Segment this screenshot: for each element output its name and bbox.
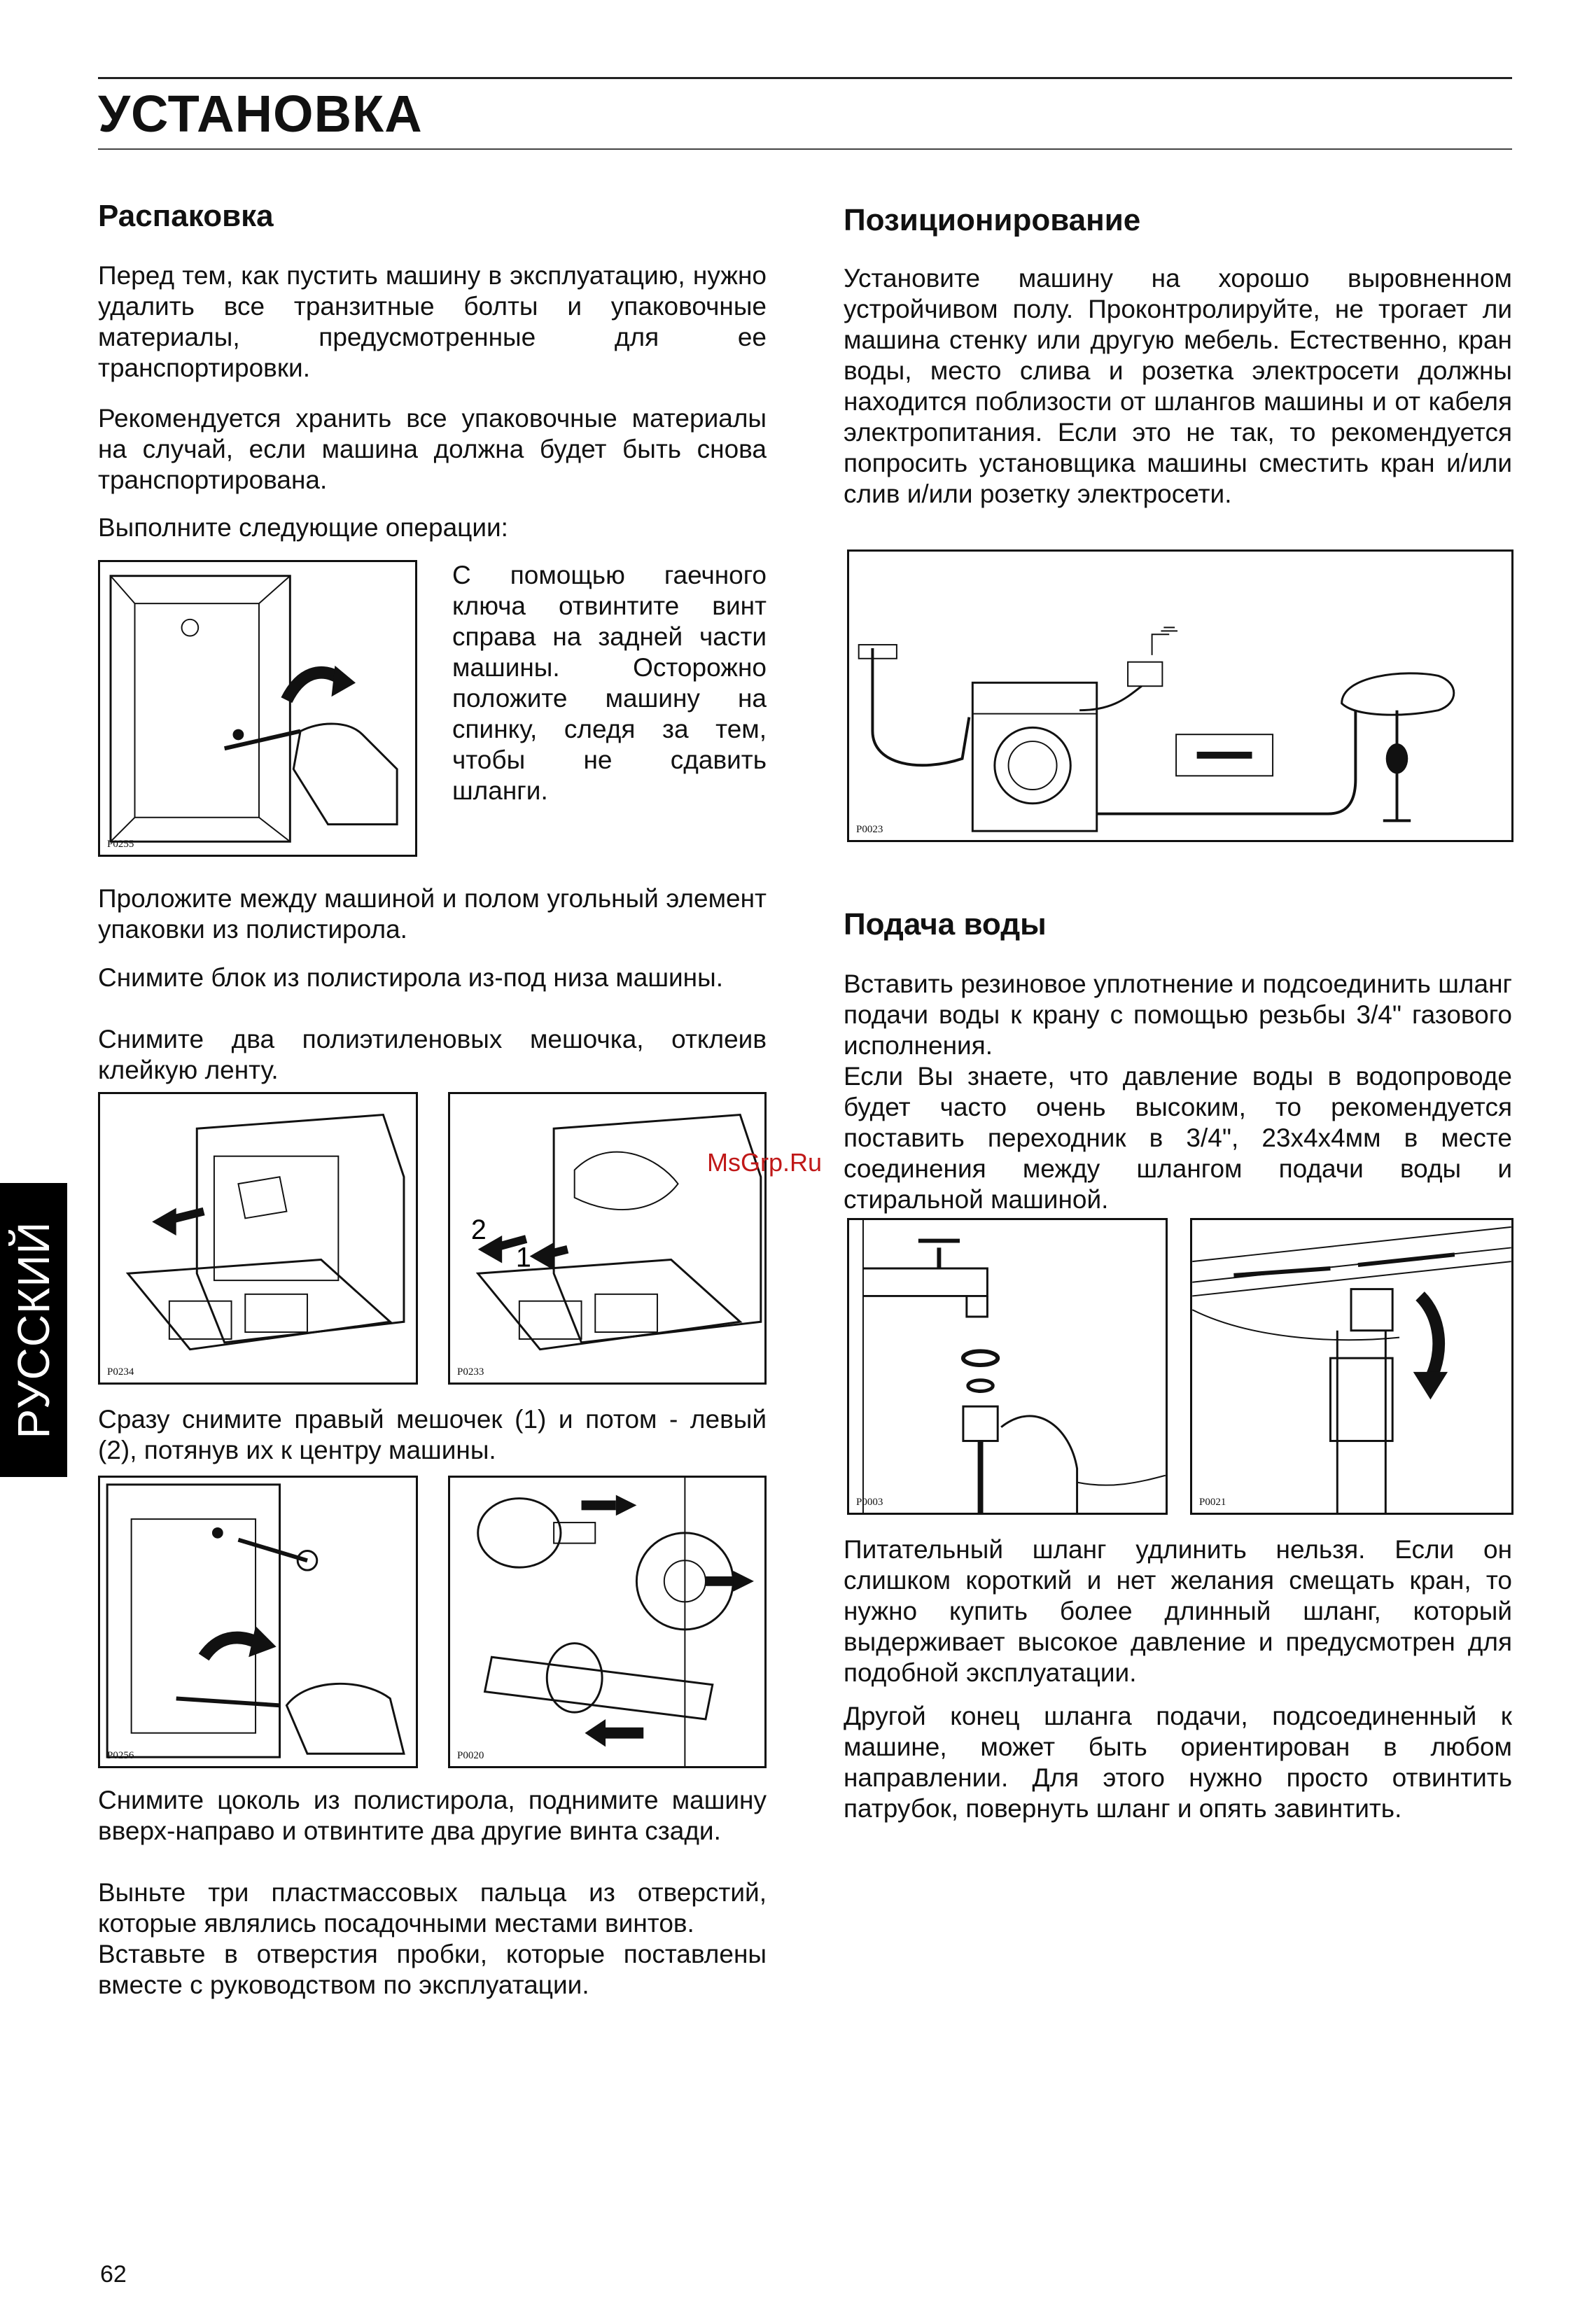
heading-water-supply: Подача воды <box>844 907 1047 941</box>
heading-positioning: Позиционирование <box>844 203 1141 237</box>
left-paragraph-7: Снимите два полиэтиленовых мешочка, отклеив клейкую ленту. <box>98 1025 767 1084</box>
left-paragraph-1: Перед тем, как пустить машину в эксплуатацию, нужно удалить все транзитные болты и упаковочные материалы, предусмотренные для ее транспортировки. <box>98 261 767 382</box>
right-paragraph-2: Вставить резиновое уплотнение и подсоединить шланг подачи воды к крану с помощью резьбы 3/4" газового исполнения. <box>844 969 1512 1060</box>
figure-p0003-tap-connection <box>847 1218 1168 1515</box>
figure-code: P0003 <box>856 1497 883 1508</box>
figure-code: P0023 <box>856 824 883 835</box>
left-paragraph-5: Проложите между машиной и полом угольный элемент упаковки из полистирола. <box>98 884 767 944</box>
figure-p0255-remove-screw <box>98 560 417 857</box>
illustration-tap-connection <box>849 1220 1166 1513</box>
figure-p0256-rear-screws <box>98 1476 418 1768</box>
figure-p0234-styrofoam-block <box>98 1092 418 1385</box>
language-side-tab-label: РУССКИЙ <box>8 1221 59 1439</box>
title-underline <box>98 148 1512 150</box>
figure-label-1: 1 <box>515 1242 531 1273</box>
heading-unpacking: Распаковка <box>98 199 274 233</box>
left-paragraph-10: Выньте три пластмассовых пальца из отверстий, которые являлись посадочными местами винтов. <box>98 1878 767 1938</box>
left-paragraph-3: Выполните следующие операции: <box>98 513 508 542</box>
page-title: УСТАНОВКА <box>98 85 423 143</box>
illustration-plugs <box>450 1478 764 1766</box>
left-paragraph-4: С помощью гаечного ключа отвинтите винт справа на задней части машины. Осторожно положите машину на спинку, следя за тем, чтобы не сдавить шланги. <box>452 561 767 805</box>
right-paragraph-1: Установите машину на хорошо выровненном устройчивом полу. Проконтролируйте, не трогает ли машина стенку или другую мебель. Естественно, кран воды, место слива и розетка электросети должны находится поблизости от шлангов машины и от кабеля электропитания. Если это не так, то рекомендуется попросить установщика машины сместить кран и/или слив и/или розетку электросети. <box>844 264 1512 508</box>
left-paragraph-2: Рекомендуется хранить все упаковочные материалы на случай, если машина должна будет быть снова транспортирована. <box>98 404 767 494</box>
page-number: 62 <box>100 2261 127 2288</box>
figure-code: P0234 <box>107 1366 134 1378</box>
left-paragraph-8: Сразу снимите правый мешочек (1) и потом - левый (2), потянув их к центру машины. <box>98 1405 767 1464</box>
illustration-installation-scheme <box>849 552 1511 840</box>
left-paragraph-6: Снимите блок из полистирола из-под низа машины. <box>98 963 723 992</box>
right-paragraph-4: Питательный шланг удлинить нельзя. Если он слишком короткий и нет желания смещать кран, то нужно купить более длинный шланг, который выдерживает высокое давление и предусмотрен для подобной эксплуатации. <box>844 1535 1512 1687</box>
watermark-text: MsGrp.Ru <box>707 1148 823 1177</box>
left-paragraph-9: Снимите цоколь из полистирола, поднимите машину вверх-направо и отвинтите два другие винта сзади. <box>98 1786 767 1845</box>
left-paragraph-11: Вставьте в отверстия пробки, которые поставлены вместе с руководством по эксплуатации. <box>98 1940 767 1999</box>
figure-p0021-hose-connection <box>1190 1218 1513 1515</box>
illustration-hose-connection <box>1192 1220 1511 1513</box>
figure-p0020-plugs <box>448 1476 767 1768</box>
illustration-machine-back-screw <box>100 562 415 855</box>
figure-code: P0256 <box>107 1750 134 1761</box>
language-side-tab <box>0 1183 67 1477</box>
figure-code: P0021 <box>1199 1497 1226 1508</box>
right-paragraph-5: Другой конец шланга подачи, подсоединенный к машине, может быть ориентирован в любом направлении. Для этого нужно просто отвинтить патрубок, повернуть шланг и опять завинтить. <box>844 1702 1512 1823</box>
illustration-bags <box>450 1094 764 1382</box>
figure-label-2: 2 <box>470 1214 487 1245</box>
illustration-rear-screws <box>100 1478 416 1766</box>
figure-code: P0255 <box>107 839 134 850</box>
illustration-styrofoam-block <box>100 1094 416 1382</box>
figure-code: P0020 <box>457 1750 484 1761</box>
top-rule <box>98 77 1512 79</box>
figure-code: P0233 <box>457 1366 484 1378</box>
figure-p0023-installation <box>847 550 1513 842</box>
right-paragraph-3: Если Вы знаете, что давление воды в водопроводе будет часто очень высоким, то рекомендуется поставить переходник в 3/4", 23x4x4мм в месте соединения между шлангом подачи воды и стиральной машиной. <box>844 1062 1512 1214</box>
figure-p0233-bags <box>448 1092 767 1385</box>
